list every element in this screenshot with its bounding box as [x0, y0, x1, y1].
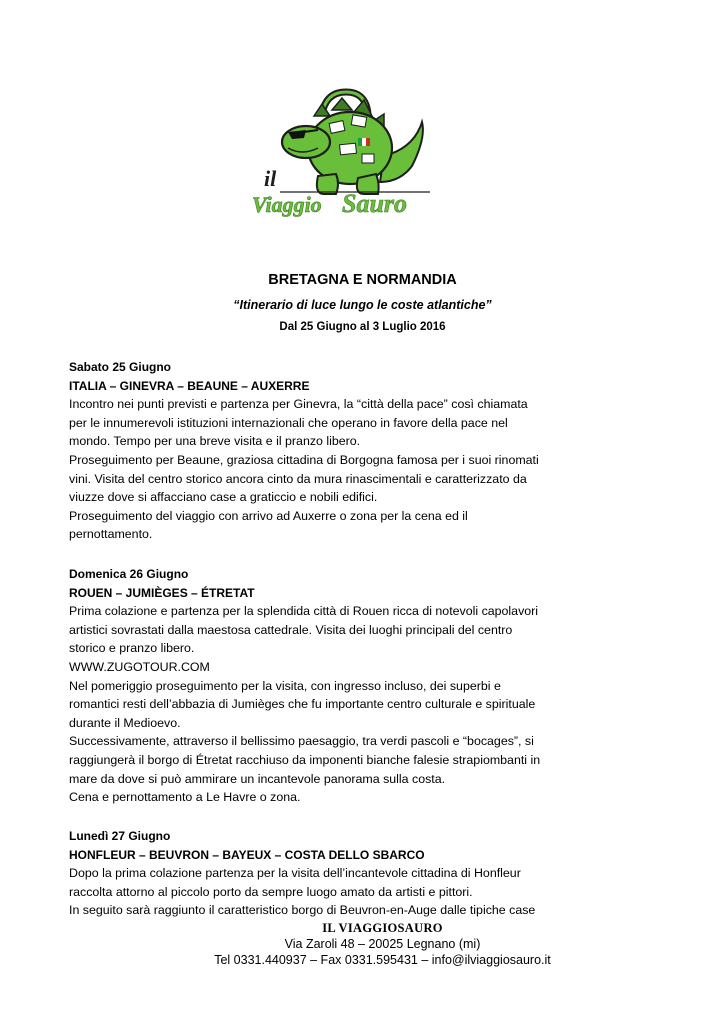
- paragraph-line: Nel pomeriggio proseguimento per la visita, con ingresso incluso, dei superbi e: [69, 678, 501, 693]
- logo-prefix: il: [264, 166, 277, 191]
- logo-brand-main: Viaggio: [252, 192, 322, 217]
- viaggiosauro-logo: [244, 86, 440, 218]
- paragraph-line: mondo. Tempo per una breve visita e il pranzo libero.: [69, 434, 361, 449]
- paragraph-line: Prima colazione e partenza per la splendida città di Rouen ricca di notevoli capolavori: [69, 604, 539, 619]
- day-section-lunedi: [69, 827, 669, 920]
- paragraph-line: In seguito sarà raggiunto il caratteristico borgo di Beuvron-en-Auge dalle tipiche case: [69, 903, 536, 918]
- paragraph-line: artistici sovrastati dalla maestosa cattedrale. Visita dei luoghi principali del centro: [69, 622, 513, 637]
- paragraph-line: Proseguimento per Beaune, graziosa cittadina di Borgogna famosa per i suoi rinomati: [69, 452, 539, 467]
- logo-brand-end: Sauro: [342, 189, 408, 218]
- website-link[interactable]: WWW.ZUGOTOUR.COM: [69, 659, 210, 674]
- day-heading: Sabato 25 Giugno: [69, 360, 172, 374]
- paragraph-line: pernottamento.: [69, 527, 153, 542]
- paragraph-line: durante il Medioevo.: [69, 715, 181, 730]
- paragraph-line: mare da dove si può ammirare un incantevole panorama sulla costa.: [69, 771, 446, 786]
- footer-address: Via Zaroli 48 – 20025 Legnano (mi): [284, 937, 481, 951]
- paragraph-line: raccolta attorno al piccolo porto da sempre luogo amato da artisti e pittori.: [69, 884, 473, 899]
- paragraph-line: per le innumerevoli istituzioni internazionali che operano in favore della pace nel: [69, 415, 508, 430]
- dinosaur-logo-graphic: [244, 86, 440, 218]
- document-subtitle: “Itinerario di luce lungo le coste atlantiche”: [233, 298, 492, 312]
- day-heading: Domenica 26 Giugno: [69, 567, 189, 581]
- paragraph-line: Cena e pernottamento a Le Havre o zona.: [69, 790, 301, 805]
- paragraph-line: Incontro nei punti previsti e partenza per Ginevra, la “città della pace” così chiamata: [69, 397, 528, 412]
- paragraph-line: Successivamente, attraverso il bellissimo paesaggio, tra verdi pascoli e “bocages”, si: [69, 734, 534, 749]
- paragraph-line: Proseguimento del viaggio con arrivo ad Auxerre o zona per la cena ed il: [69, 508, 468, 523]
- paragraph-line: vini. Visita del centro storico ancora cinto da mura rinascimentali e caratterizzato da: [69, 471, 527, 486]
- paragraph-line: raggiungerà il borgo di Étretat racchiuso da imponenti bianche falesie strapiombanti in: [69, 752, 541, 767]
- document-title: BRETAGNA E NORMANDIA: [268, 272, 457, 288]
- paragraph-line: viuzze dove si affacciano case a graticcio e nobili edifici.: [69, 490, 378, 505]
- footer-contacts: Tel 0331.440937 – Fax 0331.595431 – info@ilviaggiosauro.it: [214, 953, 551, 967]
- day-route: ROUEN – JUMIÈGES – ÉTRETAT: [69, 585, 255, 600]
- day-route: ITALIA – GINEVRA – BEAUNE – AUXERRE: [69, 378, 310, 393]
- footer-company-name: IL VIAGGIOSAURO: [322, 921, 443, 935]
- day-heading: Lunedì 27 Giugno: [69, 829, 171, 843]
- day-section-sabato: [69, 358, 669, 544]
- paragraph-line: Dopo la prima colazione partenza per la visita dell’incantevole cittadina di Honfleur: [69, 866, 521, 881]
- paragraph-line: romantici resti dell’abbazia di Jumièges che fu importante centro culturale e spirituale: [69, 697, 536, 712]
- day-route: HONFLEUR – BEUVRON – BAYEUX – COSTA DELLO SBARCO: [69, 847, 425, 862]
- day-section-domenica: [69, 565, 669, 807]
- paragraph-line: storico e pranzo libero.: [69, 641, 195, 656]
- document-dates: Dal 25 Giugno al 3 Luglio 2016: [279, 321, 446, 333]
